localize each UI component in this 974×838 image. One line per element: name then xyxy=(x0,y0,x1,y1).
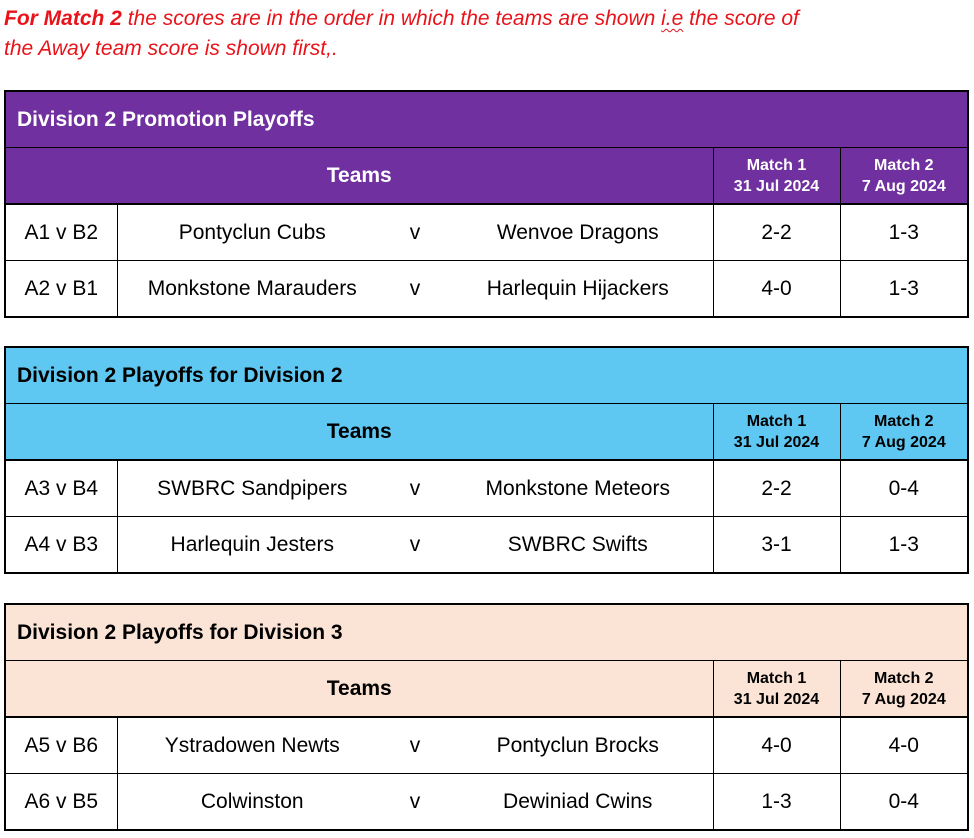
versus: v xyxy=(387,261,443,318)
note-text-part1: the scores are in the order in which the teams are shown xyxy=(121,7,662,30)
home-team: Colwinston xyxy=(117,774,387,831)
away-team: Pontyclun Brocks xyxy=(443,717,713,774)
match1-header xyxy=(713,661,840,718)
versus: v xyxy=(387,717,443,774)
match1-score: 4-0 xyxy=(713,717,840,774)
versus: v xyxy=(387,774,443,831)
match1-score: 2-2 xyxy=(713,460,840,517)
table-row xyxy=(5,774,968,831)
division-title: Division 2 Playoffs for Division 3 xyxy=(5,604,968,661)
match1-date: 31 Jul 2024 xyxy=(733,690,820,708)
match1-header xyxy=(713,148,840,205)
match2-score: 4-0 xyxy=(840,717,968,774)
match2-score: 1-3 xyxy=(840,261,968,318)
match2-header xyxy=(840,404,968,461)
match2-header xyxy=(840,661,968,718)
table-row xyxy=(5,717,968,774)
fixture-code: A2 v B1 xyxy=(5,261,117,318)
versus: v xyxy=(387,517,443,574)
match1-label: Match 1 xyxy=(746,669,807,687)
fixture-code: A5 v B6 xyxy=(5,717,117,774)
match2-date: 7 Aug 2024 xyxy=(861,690,946,708)
division2-playoffs-table xyxy=(4,346,969,574)
match2-score: 1-3 xyxy=(840,204,968,261)
match2-label: Match 2 xyxy=(873,412,934,430)
match1-score: 3-1 xyxy=(713,517,840,574)
teams-header: Teams xyxy=(5,148,713,205)
match1-score: 4-0 xyxy=(713,261,840,318)
home-team: Pontyclun Cubs xyxy=(117,204,387,261)
division-title: Division 2 Promotion Playoffs xyxy=(5,91,968,148)
match1-score: 2-2 xyxy=(713,204,840,261)
teams-header: Teams xyxy=(5,661,713,718)
match2-score: 0-4 xyxy=(840,460,968,517)
match2-label: Match 2 xyxy=(873,156,934,174)
away-team: Wenvoe Dragons xyxy=(443,204,713,261)
division-title: Division 2 Playoffs for Division 2 xyxy=(5,347,968,404)
match2-date: 7 Aug 2024 xyxy=(861,177,946,195)
table-row xyxy=(5,460,968,517)
table-row xyxy=(5,204,968,261)
versus: v xyxy=(387,460,443,517)
home-team: SWBRC Sandpipers xyxy=(117,460,387,517)
match2-score: 0-4 xyxy=(840,774,968,831)
away-team: Monkstone Meteors xyxy=(443,460,713,517)
versus: v xyxy=(387,204,443,261)
match2-score-note xyxy=(4,4,964,64)
match1-date: 31 Jul 2024 xyxy=(733,177,820,195)
note-lead: For Match 2 xyxy=(4,7,122,30)
match1-label: Match 1 xyxy=(746,156,807,174)
home-team: Monkstone Marauders xyxy=(117,261,387,318)
fixture-code: A6 v B5 xyxy=(5,774,117,831)
match1-score: 1-3 xyxy=(713,774,840,831)
note-ie: i.e xyxy=(661,7,684,30)
away-team: Harlequin Hijackers xyxy=(443,261,713,318)
match2-date: 7 Aug 2024 xyxy=(861,433,946,451)
table-row xyxy=(5,261,968,318)
home-team: Ystradowen Newts xyxy=(117,717,387,774)
match2-label: Match 2 xyxy=(873,669,934,687)
teams-header: Teams xyxy=(5,404,713,461)
fixture-code: A1 v B2 xyxy=(5,204,117,261)
promotion-playoffs-table xyxy=(4,90,969,318)
away-team: SWBRC Swifts xyxy=(443,517,713,574)
table-row xyxy=(5,517,968,574)
match2-header xyxy=(840,148,968,205)
match1-date: 31 Jul 2024 xyxy=(733,433,820,451)
note-text-line2: the Away team score is shown first,. xyxy=(4,37,338,60)
fixture-code: A4 v B3 xyxy=(5,517,117,574)
match2-score: 1-3 xyxy=(840,517,968,574)
fixture-code: A3 v B4 xyxy=(5,460,117,517)
match1-label: Match 1 xyxy=(746,412,807,430)
home-team: Harlequin Jesters xyxy=(117,517,387,574)
note-text-part2: the score of xyxy=(683,7,799,30)
away-team: Dewiniad Cwins xyxy=(443,774,713,831)
division3-playoffs-table xyxy=(4,603,969,831)
match1-header xyxy=(713,404,840,461)
